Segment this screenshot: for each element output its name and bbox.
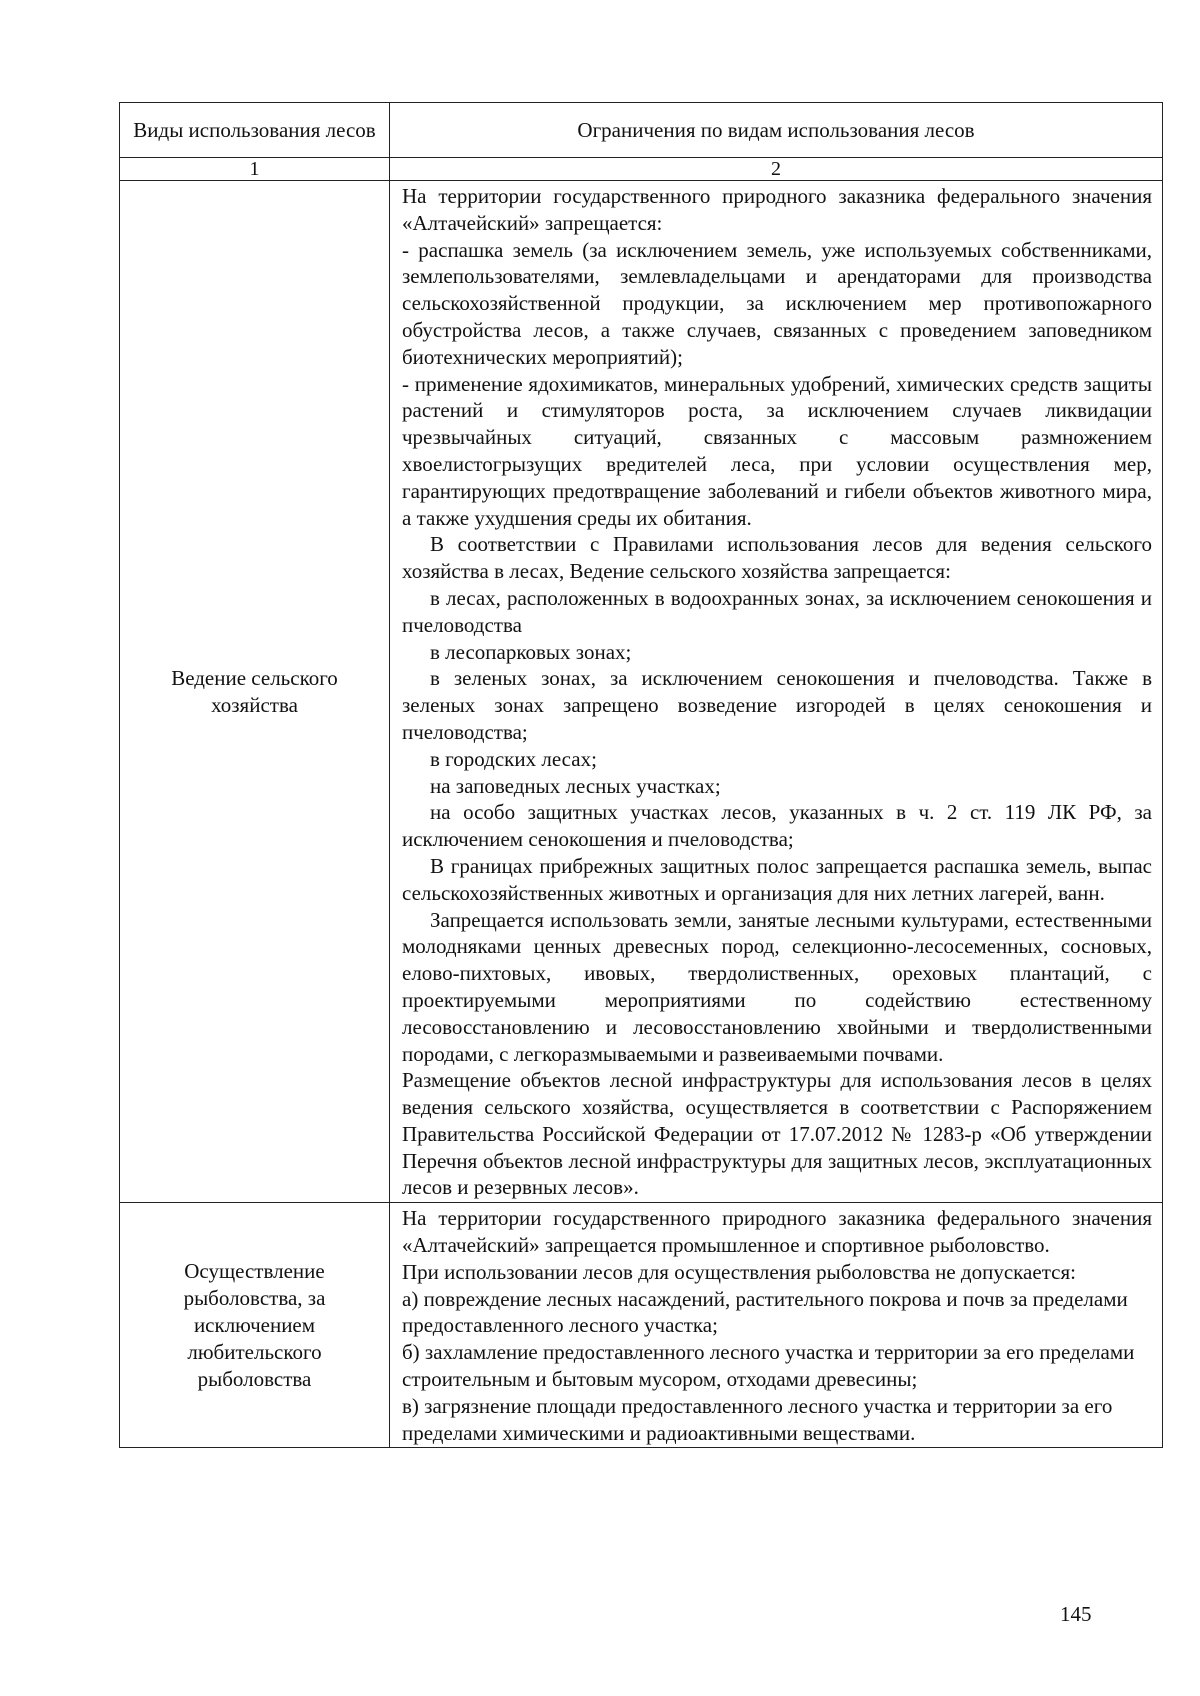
column-number-2: 2: [390, 158, 1163, 181]
column-number-row: [120, 158, 1163, 181]
paragraph: Размещение объектов лесной инфраструктуры для использования лесов в целях ведения сельского хозяйства, осуществляется в соответствии с Распоряжением Правительства Российской Федерации от 17.07.2012 № 1283-р «Об утверждении Перечня объектов лесной инфраструктуры для защитных лесов, эксплуатационных лесов и резервных лесов».: [402, 1068, 1152, 1200]
restrictions-table: [119, 102, 1163, 1448]
paragraph: в лесопарковых зонах;: [430, 639, 632, 664]
paragraph: в городских лесах;: [430, 746, 597, 771]
paragraph: на особо защитных участках лесов, указанных в ч. 2 ст. 119 ЛК РФ, за исключением сенокошения и пчеловодства;: [402, 800, 1152, 852]
paragraph: а) повреждение лесных насаждений, растительного покрова и почв за пределами предоставленного лесного участка;: [402, 1286, 1128, 1338]
paragraph: в зеленых зонах, за исключением сенокошения и пчеловодства. Также в зеленых зонах запрещено возведение изгородей в целях сенокошения и пчеловодства;: [402, 666, 1152, 744]
paragraph: в лесах, расположенных в водоохранных зонах, за исключением сенокошения и пчеловодства: [402, 585, 1152, 637]
activity-cell: Осуществление рыболовства, за исключением любительского рыболовства: [120, 1203, 390, 1448]
table-header-row: [120, 103, 1163, 158]
page-number: 145: [1060, 1602, 1092, 1626]
column-header-activity: Виды использования лесов: [120, 103, 390, 158]
paragraph: - применение ядохимикатов, минеральных удобрений, химических средств защиты растений и стимуляторов роста, за исключением случаев ликвидации чрезвычайных ситуаций, связанных с массовым размножением хвоелистогрызущих вредителей леса, при условии осуществления мер, гарантирующих предотвращение заболеваний и гибели объектов животного мира, а также ухудшения среды их обитания.: [402, 371, 1152, 530]
paragraph: в) загрязнение площади предоставленного лесного участка и территории за его пределами химическими и радиоактивными веществами.: [402, 1393, 1113, 1445]
paragraph: Запрещается использовать земли, занятые лесными культурами, естественными молодняками ценных древесных пород, селекционно-лесосеменных, сосновых, елово-пихтовых, ивовых, твердолиственных, ореховых плантаций, с проектируемыми мероприятиями по содействию естественному лесовосстановлению и лесовосстановлению хвойными и твердолиственными породами, с легкоразмываемыми и развеиваемыми почвами.: [402, 907, 1152, 1066]
paragraph: - распашка земель (за исключением земель, уже используемых собственниками, землепользователями, землевладельцами и арендаторами для производства сельскохозяйственной продукции, за исключением мер противопожарного обустройства лесов, а также случаев, связанных с проведением заповедником биотехнических мероприятий);: [402, 237, 1152, 369]
activity-cell: Ведение сельского хозяйства: [120, 181, 390, 1203]
paragraph: б) захламление предоставленного лесного участка и территории за его пределами строительным и бытовым мусором, отходами древесины;: [402, 1340, 1135, 1392]
paragraph: На территории государственного природного заказника федерального значения «Алтачейский» запрещается промышленное и спортивное рыболовство.: [402, 1206, 1152, 1258]
column-header-restrictions: Ограничения по видам использования лесов: [390, 103, 1163, 158]
paragraph: В соответствии с Правилами использования лесов для ведения сельского хозяйства в лесах, Ведение сельского хозяйства запрещается:: [402, 532, 1152, 584]
restrictions-cell: [390, 1203, 1163, 1448]
column-number-1: 1: [120, 158, 390, 181]
table-row: [120, 1203, 1163, 1448]
paragraph: В границах прибрежных защитных полос запрещается распашка земель, выпас сельскохозяйственных животных и организация для них летних лагерей, ванн.: [402, 853, 1152, 905]
table-row: [120, 181, 1163, 1203]
paragraph: При использовании лесов для осуществления рыболовства не допускается:: [402, 1259, 1076, 1284]
paragraph: на заповедных лесных участках;: [430, 773, 721, 798]
restrictions-cell: [390, 181, 1163, 1203]
paragraph: На территории государственного природного заказника федерального значения «Алтачейский» запрещается:: [402, 184, 1152, 235]
